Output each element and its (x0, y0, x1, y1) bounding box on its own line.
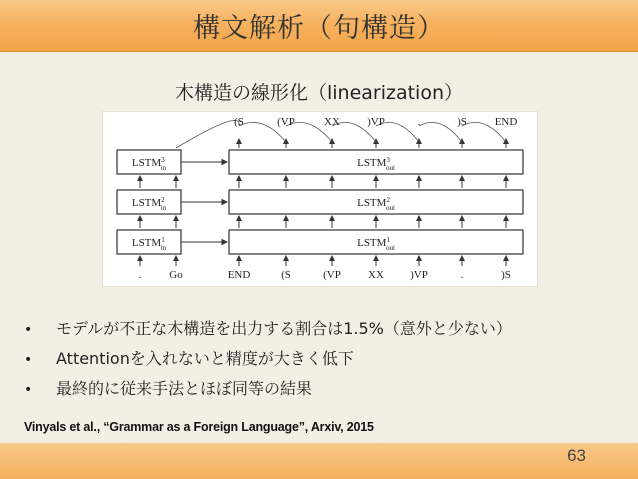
output-token: END (494, 116, 518, 128)
slide-title: 構文解析（句構造） (193, 13, 445, 44)
output-token: (VP (277, 116, 295, 128)
bullet-text: Attentionを入れないと精度が大きく低下 (56, 349, 354, 368)
citation: Vinyals et al., “Grammar as a Foreign Language”, Arxiv, 2015 (24, 420, 374, 434)
bullet-marker: • (24, 352, 33, 368)
output-token: )VP (367, 116, 385, 128)
lstm-diagram (102, 111, 538, 287)
input-token: )S (501, 269, 511, 281)
bullet-marker: • (24, 322, 33, 338)
input-token: . (138, 269, 142, 281)
feedback-curve (176, 120, 239, 148)
input-token: END (227, 269, 251, 281)
input-token: Go (169, 269, 183, 281)
bullet-item (24, 344, 624, 374)
input-token: XX (368, 269, 384, 281)
lstm-in-label: LSTM$^1$ in (131, 236, 167, 252)
feedback-curve (419, 122, 462, 142)
bullet-item (24, 374, 624, 404)
input-token: . (460, 269, 464, 281)
bullet-marker: • (24, 382, 33, 398)
input-token: )VP (410, 269, 428, 281)
lstm-out-label: LSTM$^2$ out (357, 196, 395, 212)
output-token: . (417, 116, 421, 128)
lstm-out-label: LSTM$^1$ out (357, 236, 395, 252)
lstm-in-label: LSTM$^3$ in (131, 156, 167, 172)
bullet-text: 最終的に従来手法とほぼ同等の結果 (56, 379, 313, 398)
slide-subtitle: 木構造の線形化（linearization） (174, 82, 464, 104)
lstm-diagram-svg (103, 112, 537, 286)
bullet-text: モデルが不正な木構造を出力する割合は1.5%（意外と少ない） (56, 319, 512, 338)
output-token: XX (324, 116, 340, 128)
footer-band (0, 443, 638, 479)
input-token: (S (281, 269, 291, 281)
output-token: (S (234, 116, 244, 128)
page-number: 63 (567, 446, 586, 465)
lstm-out-label: LSTM$^3$ out (357, 156, 395, 172)
lstm-in-label: LSTM$^2$ in (131, 196, 167, 212)
input-token: (VP (323, 269, 341, 281)
output-token: )S (457, 116, 467, 128)
bullet-list (24, 314, 624, 404)
bullet-item (24, 314, 624, 344)
